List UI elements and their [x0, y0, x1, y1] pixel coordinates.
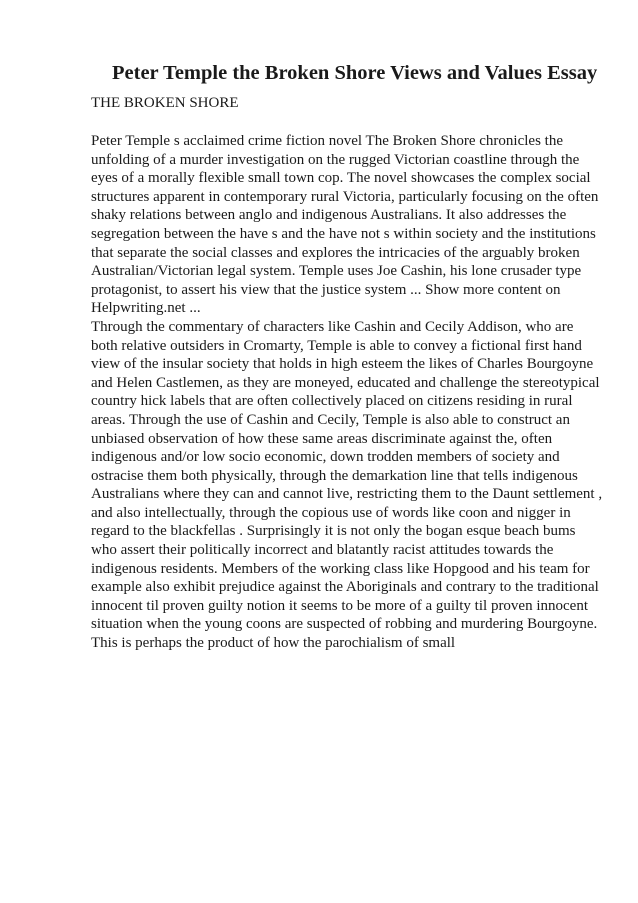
text-line: indigenous residents. Members of the working class like Hopgood and his team for	[91, 560, 590, 577]
text-line: shaky relations between anglo and indigenous Australians. It also addresses the	[91, 207, 567, 224]
text-line: areas. Through the use of Cashin and Cecily, Temple is also able to construct an	[91, 411, 570, 428]
text-line: Through the commentary of characters like Cashin and Cecily Addison, who are	[91, 318, 574, 335]
text-line: situation when the young coons are suspected of robbing and murdering Bourgoyne.	[91, 616, 598, 633]
text-line: Helpwriting.net ...	[91, 300, 201, 317]
text-line: and also intellectually, through the copious use of words like coon and nigger in	[91, 504, 571, 521]
text-line: segregation between the have s and the have not s within society and the institutions	[91, 225, 596, 242]
text-line: This is perhaps the product of how the parochialism of small	[91, 635, 456, 652]
document-page	[91, 60, 603, 653]
section-heading: THE BROKEN SHORE	[91, 95, 239, 111]
paragraph-1	[91, 132, 599, 318]
text-line: country hick labels that are often collectively placed on citizens residing in rural	[91, 393, 573, 410]
text-line: protagonist, to assert his view that the justice system ... Show more content on	[91, 281, 561, 298]
document-title: Peter Temple the Broken Shore Views and Values Essay	[112, 62, 598, 84]
text-line: eyes of a morally flexible small town cop. The novel showcases the complex social	[91, 170, 591, 187]
text-line: indigenous and/or low socio economic, down trodden members of society and	[91, 449, 560, 466]
text-line: innocent til proven guilty notion it seems to be more of a guilty til proven innocent	[91, 597, 588, 614]
paragraph-2	[91, 318, 603, 653]
text-line: Australian/Victorian legal system. Temple uses Joe Cashin, his lone crusader type	[91, 263, 582, 280]
text-line: that separate the social classes and explores the intricacies of the arguably broken	[91, 244, 580, 261]
text-line: ostracise them both physically, through the demarkation line that tells indigenous	[91, 467, 578, 484]
text-line: who assert their politically incorrect and blatantly racist attitudes towards the	[91, 542, 554, 559]
text-line: and Helen Castlemen, as they are moneyed, educated and challenge the stereotypical	[91, 374, 600, 391]
text-line: both relative outsiders in Cromarty, Temple is able to convey a fictional first hand	[91, 337, 582, 354]
text-line: regard to the blackfellas . Surprisingly it is not only the bogan esque beach bums	[91, 523, 576, 540]
text-line: Peter Temple s acclaimed crime fiction novel The Broken Shore chronicles the	[91, 133, 563, 149]
text-line: view of the insular society that holds in high esteem the likes of Charles Bourgoyne	[91, 356, 594, 373]
text-line: unbiased observation of how these same areas discriminate against the, often	[91, 430, 553, 447]
text-line: example also exhibit prejudice against the Aboriginals and contrary to the traditional	[91, 579, 599, 596]
text-line: structures apparent in contemporary rural Victoria, particularly focusing on the often	[91, 188, 599, 205]
text-line: Australians where they can and cannot live, restricting them to the Daunt settlement ,	[91, 486, 603, 503]
text-line: unfolding of a murder investigation on the rugged Victorian coastline through the	[91, 151, 580, 168]
